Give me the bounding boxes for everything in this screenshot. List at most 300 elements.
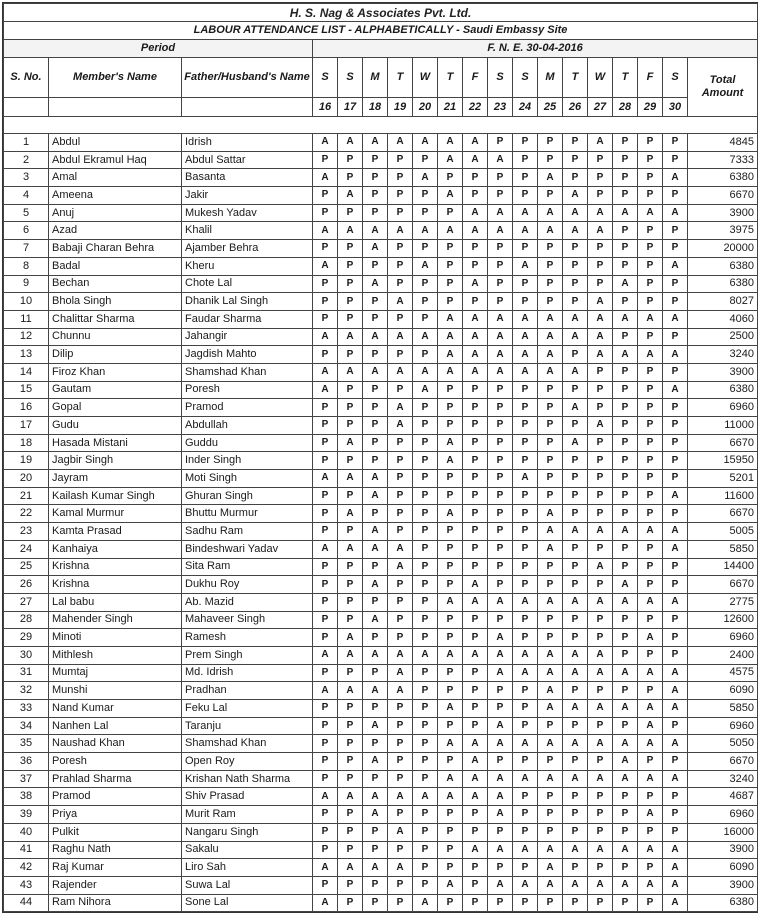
attendance-mark: A [388,823,413,841]
attendance-mark: P [313,293,338,311]
attendance-mark: A [463,310,488,328]
attendance-mark: A [388,417,413,435]
father-husband-name: Open Roy [182,753,313,771]
attendance-mark: P [388,381,413,399]
table-row [4,187,758,205]
attendance-mark: A [488,735,513,753]
attendance-mark: P [563,611,588,629]
table-row [4,841,758,859]
attendance-mark: P [463,876,488,894]
attendance-mark: P [563,717,588,735]
attendance-mark: P [663,646,688,664]
attendance-mark: P [413,452,438,470]
attendance-mark: P [313,876,338,894]
attendance-mark: A [488,876,513,894]
attendance-mark: A [588,134,613,152]
attendance-mark: P [313,346,338,364]
attendance-mark: A [613,841,638,859]
attendance-mark: P [313,611,338,629]
total-amount: 6090 [688,682,758,700]
total-amount: 2500 [688,328,758,346]
table-row [4,381,758,399]
member-name: Bhola Singh [49,293,182,311]
attendance-mark: P [638,646,663,664]
attendance-mark: P [488,381,513,399]
attendance-mark: P [513,240,538,258]
table-row [4,523,758,541]
attendance-mark: P [338,452,363,470]
attendance-mark: P [363,434,388,452]
attendance-mark: P [563,788,588,806]
serial-number: 25 [4,558,49,576]
attendance-mark: A [413,788,438,806]
attendance-mark: A [488,363,513,381]
member-name: Kamal Murmur [49,505,182,523]
attendance-mark: A [563,328,588,346]
father-husband-name: Inder Singh [182,452,313,470]
attendance-mark: A [588,558,613,576]
attendance-mark: A [463,328,488,346]
attendance-mark: P [638,753,663,771]
attendance-mark: P [563,540,588,558]
serial-number: 2 [4,151,49,169]
date-header: 24 [513,98,538,117]
attendance-mark: P [563,257,588,275]
attendance-mark: P [388,629,413,647]
father-husband-name: Sita Ram [182,558,313,576]
member-name: Azad [49,222,182,240]
attendance-mark: P [488,487,513,505]
attendance-mark: P [413,487,438,505]
serial-number: 41 [4,841,49,859]
attendance-mark: A [388,134,413,152]
serial-number: 1 [4,134,49,152]
attendance-mark: A [513,470,538,488]
attendance-mark: P [313,806,338,824]
attendance-mark: P [363,169,388,187]
attendance-mark: P [538,470,563,488]
attendance-mark: P [463,806,488,824]
attendance-mark: P [313,275,338,293]
member-name: Lal babu [49,593,182,611]
attendance-mark: A [538,346,563,364]
attendance-mark: P [313,204,338,222]
attendance-mark: P [388,346,413,364]
attendance-mark: P [513,753,538,771]
attendance-mark: A [463,788,488,806]
attendance-mark: P [638,540,663,558]
attendance-mark: P [513,788,538,806]
attendance-mark: P [338,576,363,594]
attendance-mark: A [588,700,613,718]
attendance-mark: P [538,275,563,293]
attendance-mark: P [413,240,438,258]
attendance-mark: A [363,487,388,505]
attendance-mark: A [388,646,413,664]
table-row [4,363,758,381]
attendance-mark: P [438,629,463,647]
attendance-mark: P [638,275,663,293]
company-name: H. S. Nag & Associates Pvt. Ltd. [4,4,758,22]
serial-number: 10 [4,293,49,311]
attendance-mark: A [563,204,588,222]
total-amount: 5201 [688,470,758,488]
attendance-mark: P [513,700,538,718]
date-header: 19 [388,98,413,117]
attendance-mark: A [463,646,488,664]
date-header: 25 [538,98,563,117]
attendance-mark: P [613,646,638,664]
member-name: Dilip [49,346,182,364]
attendance-mark: P [313,753,338,771]
serial-number: 18 [4,434,49,452]
table-row [4,593,758,611]
attendance-mark: A [588,328,613,346]
member-name: Chalittar Sharma [49,310,182,328]
attendance-mark: P [463,523,488,541]
attendance-mark: P [488,434,513,452]
attendance-mark: P [638,363,663,381]
attendance-mark: P [463,434,488,452]
attendance-mark: P [513,417,538,435]
table-row [4,169,758,187]
attendance-mark: A [363,470,388,488]
table-row [4,222,758,240]
attendance-mark: P [388,523,413,541]
table-row [4,876,758,894]
attendance-mark: P [463,717,488,735]
attendance-mark: A [513,646,538,664]
attendance-mark: P [563,240,588,258]
attendance-mark: P [513,576,538,594]
attendance-mark: A [463,576,488,594]
attendance-mark: P [588,187,613,205]
day-header: F [463,58,488,98]
attendance-mark: P [488,275,513,293]
table-row [4,151,758,169]
attendance-mark: A [313,381,338,399]
attendance-mark: A [363,753,388,771]
attendance-mark: P [488,700,513,718]
attendance-mark: A [488,806,513,824]
serial-number: 5 [4,204,49,222]
attendance-mark: A [488,717,513,735]
attendance-mark: P [538,788,563,806]
attendance-mark: P [338,151,363,169]
member-name: Gautam [49,381,182,399]
attendance-mark: P [663,187,688,205]
date-spacer [182,98,313,117]
attendance-mark: P [663,823,688,841]
attendance-mark: P [413,576,438,594]
father-husband-name: Prem Singh [182,646,313,664]
serial-number: 35 [4,735,49,753]
attendance-mark: P [488,576,513,594]
attendance-mark: A [663,859,688,877]
attendance-mark: A [313,222,338,240]
attendance-mark: P [563,682,588,700]
attendance-mark: P [388,894,413,912]
attendance-mark: P [438,204,463,222]
attendance-mark: A [513,310,538,328]
table-row [4,558,758,576]
total-amount: 3975 [688,222,758,240]
attendance-mark: A [613,275,638,293]
total-amount: 14400 [688,558,758,576]
day-header: W [413,58,438,98]
attendance-mark: P [438,257,463,275]
attendance-mark: P [388,700,413,718]
member-name: Raghu Nath [49,841,182,859]
attendance-mark: A [638,876,663,894]
attendance-mark: P [363,770,388,788]
attendance-mark: P [538,611,563,629]
attendance-mark: P [438,417,463,435]
attendance-mark: A [538,859,563,877]
attendance-mark: A [488,328,513,346]
attendance-mark: P [513,894,538,912]
member-name: Munshi [49,682,182,700]
table-row [4,293,758,311]
attendance-mark: A [438,700,463,718]
attendance-mark: P [388,593,413,611]
attendance-mark: P [588,363,613,381]
attendance-mark: P [513,611,538,629]
date-spacer [49,98,182,117]
attendance-mark: P [638,381,663,399]
father-husband-name: Mahaveer Singh [182,611,313,629]
attendance-mark: A [538,841,563,859]
attendance-mark: A [538,363,563,381]
total-amount: 6670 [688,576,758,594]
attendance-mark: P [438,823,463,841]
table-row [4,629,758,647]
attendance-mark: P [663,470,688,488]
total-amount: 11600 [688,487,758,505]
attendance-mark: A [613,204,638,222]
attendance-mark: P [588,257,613,275]
member-name: Hasada Mistani [49,434,182,452]
table-row [4,204,758,222]
attendance-mark: A [363,611,388,629]
total-amount: 6960 [688,629,758,647]
attendance-mark: P [538,399,563,417]
total-amount: 7333 [688,151,758,169]
attendance-mark: P [613,505,638,523]
attendance-mark: A [438,735,463,753]
attendance-mark: P [363,894,388,912]
attendance-mark: P [413,629,438,647]
member-name: Krishna [49,558,182,576]
attendance-mark: A [388,328,413,346]
attendance-mark: P [663,240,688,258]
attendance-mark: A [563,187,588,205]
attendance-mark: A [638,735,663,753]
attendance-mark: A [563,399,588,417]
attendance-mark: A [338,859,363,877]
attendance-mark: A [538,664,563,682]
attendance-mark: P [463,381,488,399]
attendance-mark: P [313,823,338,841]
father-husband-name: Pradhan [182,682,313,700]
attendance-mark: P [538,417,563,435]
attendance-mark: P [338,841,363,859]
attendance-mark: A [363,134,388,152]
table-row [4,823,758,841]
total-amount: 3900 [688,876,758,894]
day-header: W [588,58,613,98]
attendance-mark: P [438,399,463,417]
attendance-mark: P [613,859,638,877]
attendance-mark: A [638,593,663,611]
total-amount: 6960 [688,399,758,417]
member-name: Rajender [49,876,182,894]
attendance-mark: P [663,434,688,452]
attendance-mark: P [513,540,538,558]
attendance-mark: P [463,240,488,258]
table-row [4,310,758,328]
father-husband-name: Bindeshwari Yadav [182,540,313,558]
attendance-mark: P [413,558,438,576]
attendance-mark: P [613,328,638,346]
table-row [4,505,758,523]
attendance-mark: P [488,470,513,488]
attendance-mark: P [513,381,538,399]
attendance-mark: P [438,487,463,505]
attendance-mark: P [538,452,563,470]
attendance-mark: P [388,275,413,293]
attendance-mark: A [388,788,413,806]
serial-number: 33 [4,700,49,718]
father-husband-name: Ghuran Singh [182,487,313,505]
serial-number: 30 [4,646,49,664]
table-row [4,753,758,771]
attendance-mark: A [413,222,438,240]
date-header: 27 [588,98,613,117]
attendance-mark: P [338,823,363,841]
attendance-mark: A [588,204,613,222]
attendance-mark: P [388,806,413,824]
attendance-mark: P [638,134,663,152]
table-row [4,328,758,346]
attendance-mark: A [613,876,638,894]
father-husband-name: Pramod [182,399,313,417]
member-name: Pulkit [49,823,182,841]
attendance-mark: P [313,434,338,452]
attendance-mark: P [388,611,413,629]
attendance-mark: P [588,788,613,806]
attendance-mark: P [663,417,688,435]
attendance-mark: P [463,823,488,841]
attendance-mark: P [513,523,538,541]
attendance-mark: A [513,222,538,240]
serial-number: 9 [4,275,49,293]
attendance-mark: P [613,363,638,381]
attendance-mark: A [638,841,663,859]
attendance-mark: P [463,558,488,576]
day-header: T [563,58,588,98]
attendance-mark: A [613,735,638,753]
attendance-mark: A [588,417,613,435]
member-name: Anuj [49,204,182,222]
attendance-mark: P [463,293,488,311]
attendance-mark: P [388,576,413,594]
member-name: Firoz Khan [49,363,182,381]
attendance-mark: A [588,293,613,311]
father-husband-name: Abdullah [182,417,313,435]
list-title-row [4,22,758,40]
attendance-mark: P [588,151,613,169]
attendance-mark: A [313,470,338,488]
attendance-mark: P [563,293,588,311]
total-amount: 6090 [688,859,758,877]
total-amount: 5850 [688,700,758,718]
attendance-mark: P [438,523,463,541]
attendance-mark: P [613,257,638,275]
attendance-mark: P [613,293,638,311]
attendance-mark: A [363,523,388,541]
attendance-mark: P [513,399,538,417]
attendance-mark: P [663,806,688,824]
attendance-mark: P [388,204,413,222]
attendance-mark: A [613,664,638,682]
attendance-mark: P [338,770,363,788]
attendance-mark: P [613,717,638,735]
attendance-mark: A [663,346,688,364]
attendance-mark: P [488,134,513,152]
attendance-mark: P [513,859,538,877]
attendance-mark: P [438,753,463,771]
attendance-mark: P [388,169,413,187]
attendance-mark: P [363,310,388,328]
attendance-mark: P [663,788,688,806]
total-amount: 2775 [688,593,758,611]
father-husband-name: Md. Idrish [182,664,313,682]
attendance-mark: A [338,540,363,558]
attendance-mark: P [338,735,363,753]
attendance-mark: P [663,717,688,735]
attendance-mark: P [438,611,463,629]
header-total-amount: Total Amount [688,58,758,117]
attendance-mark: P [613,682,638,700]
attendance-mark: P [338,169,363,187]
member-name: Jayram [49,470,182,488]
attendance-mark: A [563,876,588,894]
attendance-mark: P [388,753,413,771]
serial-number: 8 [4,257,49,275]
attendance-mark: A [663,381,688,399]
attendance-mark: P [638,452,663,470]
attendance-mark: P [588,682,613,700]
date-header: 26 [563,98,588,117]
attendance-mark: P [363,558,388,576]
attendance-mark: A [463,204,488,222]
member-name: Prahlad Sharma [49,770,182,788]
serial-number: 23 [4,523,49,541]
serial-number: 38 [4,788,49,806]
father-husband-name: Bhuttu Murmur [182,505,313,523]
attendance-mark: P [563,629,588,647]
attendance-mark: P [513,558,538,576]
attendance-mark: A [513,363,538,381]
member-name: Kamta Prasad [49,523,182,541]
attendance-mark: P [663,275,688,293]
header-father-name: Father/Husband's Name [182,58,313,98]
attendance-mark: P [463,664,488,682]
attendance-mark: A [438,310,463,328]
attendance-mark: P [638,487,663,505]
attendance-mark: A [663,310,688,328]
